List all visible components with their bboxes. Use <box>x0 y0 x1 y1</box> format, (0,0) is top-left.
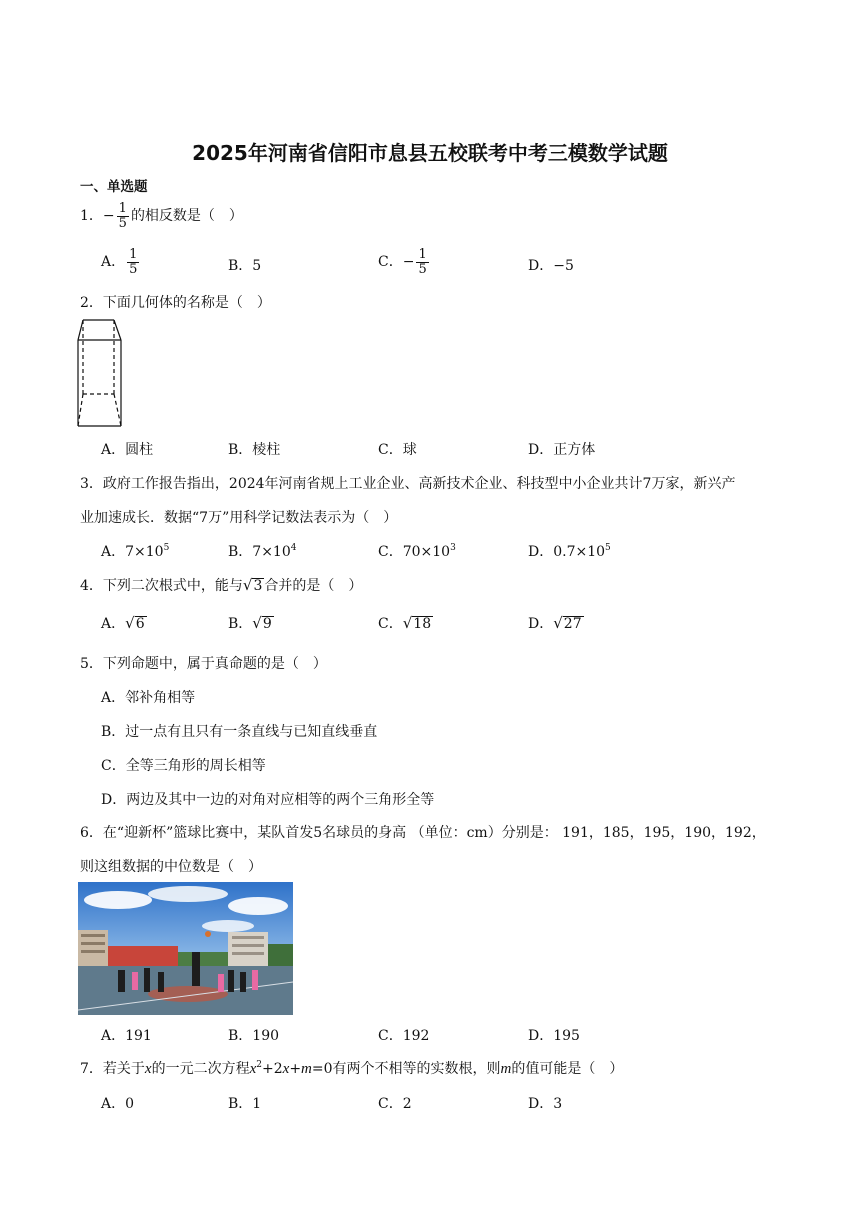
q2-option-b: B．棱柱 <box>228 442 281 458</box>
q7-option-c: C．2 <box>378 1096 412 1112</box>
q2-option-a: A．圆柱 <box>101 442 154 458</box>
section-heading: 一、单选题 <box>80 179 148 195</box>
q1-option-a: A． $\frac{1}{5}$ <box>101 247 138 277</box>
question-6-line-2: 则这组数据的中位数是（ ） <box>80 859 262 875</box>
q4-option-c: C．√18 <box>378 614 432 632</box>
q1-option-c: C．− $\frac{1}{5}$ <box>378 247 427 277</box>
q6-option-c: C．192 <box>378 1028 430 1044</box>
q6-option-b: B．190 <box>228 1028 280 1044</box>
q7-option-a: A．0 <box>101 1096 135 1112</box>
q6-option-d: D．195 <box>528 1028 580 1044</box>
prism-figure <box>76 318 126 430</box>
q1-text: 的相反数是（ ） <box>130 208 243 225</box>
question-3-line-2: 业加速成长．数据“7万”用科学记数法表示为（ ） <box>80 510 398 526</box>
question-4: 4．下列二次根式中，能与√3 合并的是（ ） <box>80 576 363 594</box>
q1-neg: − <box>102 208 115 225</box>
q1-fraction: $\frac{1}{5}$ <box>118 201 127 231</box>
q3-option-c: C．$70\times 10^3$ <box>378 543 456 560</box>
question-1 <box>80 202 243 230</box>
q1-number: 1． <box>80 208 103 225</box>
question-3-line-1: 3．政府工作报告指出，2024年河南省规上工业企业、高新技术企业、科技型中小企业共计7万家，新兴产 <box>80 476 736 492</box>
question-6-line-1: 6．在“迎新杯”篮球比赛中，某队首发5名球员的身高 （单位：cm）分别是： 191，185，195，190，192， <box>80 825 766 841</box>
q1-option-d: D．−5 <box>528 258 574 274</box>
page-title: 2025年河南省信阳市息县五校联考中考三模数学试题 <box>192 141 668 165</box>
q3-option-d: D．$0.7\times 10^5$ <box>528 543 611 560</box>
q3-option-b: B．$7\times 10^4$ <box>228 543 297 560</box>
q7-option-d: D．3 <box>528 1096 563 1112</box>
q5-option-b: B．过一点有且只有一条直线与已知直线垂直 <box>101 724 378 740</box>
question-2: 2．下面几何体的名称是（ ） <box>80 295 271 311</box>
q7-option-b: B．1 <box>228 1096 262 1112</box>
question-5: 5．下列命题中，属于真命题的是（ ） <box>80 656 327 672</box>
q4-option-b: B．√9 <box>228 614 272 632</box>
question-7: 7．若关于x的一元二次方程$x^2+2x+m=0$有两个不相等的实数根，则m的值可能是（ ） <box>80 1060 624 1077</box>
q5-option-a: A．邻补角相等 <box>101 690 196 706</box>
q2-option-d: D．正方体 <box>528 442 596 458</box>
q4-option-a: A．√6 <box>101 614 145 632</box>
q1-option-b: B．5 <box>228 258 262 274</box>
q3-option-a: A．$7\times 10^5$ <box>101 543 170 560</box>
q5-option-d: D．两边及其中一边的对角对应相等的两个三角形全等 <box>101 792 435 808</box>
q4-option-d: D．√27 <box>528 614 582 632</box>
q5-option-c: C．全等三角形的周长相等 <box>101 758 266 774</box>
q6-option-a: A．191 <box>101 1028 152 1044</box>
q2-option-c: C．球 <box>378 442 417 458</box>
basketball-photo <box>78 882 293 1015</box>
